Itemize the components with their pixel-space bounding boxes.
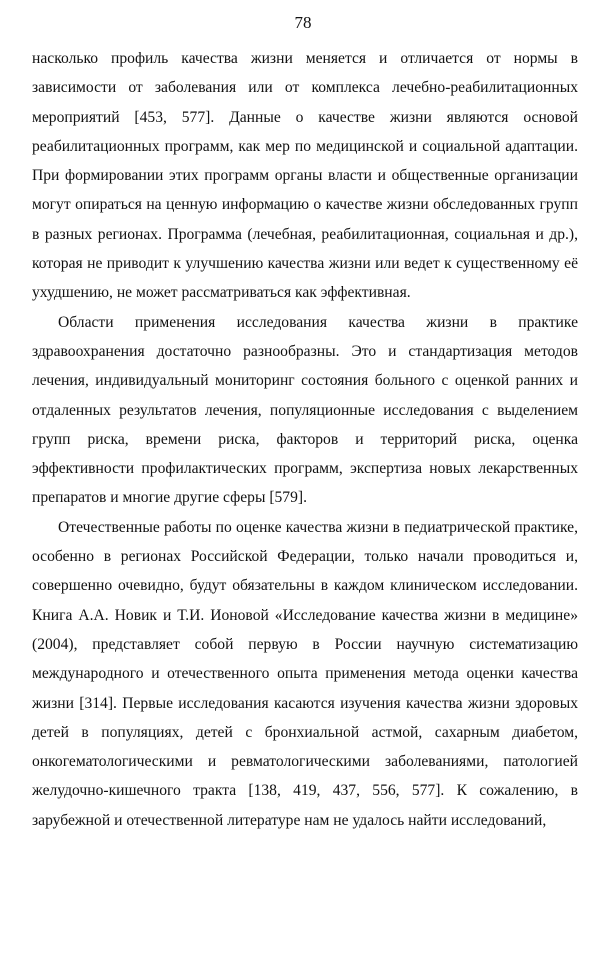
- paragraph-application-areas: Области применения исследования качества жизни в практике здравоохранения достаточно разнообразны. Это и стандартизация методов лечения, индивидуальный мониторинг состояния больного с оценкой ранних и отдаленных результатов лечения, популяционные исследования с выделением групп риска, времени риска, факторов и территорий риска, оценка эффективности профилактических программ, экспертиза новых лекарственных препаратов и многие другие сферы [579].: [32, 313, 578, 507]
- body-text: [32, 44, 578, 835]
- paragraph-domestic-research: Отечественные работы по оценке качества жизни в педиатрической практике, особенно в регионах Российской Федерации, только начали проводиться и, совершенно очевидно, будут обязательны в каждом клиническом исследовании. Книга А.А. Новик и Т.И. Ионовой «Исследование качества жизни в медицине» (2004), представляет собой первую в России научную систематизацию международного и отечественного опыта применения метода оценки качества жизни [314]. Первые исследования касаются изучения качества жизни здоровых детей в популяциях, детей с бронхиальной астмой, сахарным диабетом, онкогематологическими и ревматологическими заболеваниями, патологией желудочно-кишечного тракта [138, 419, 437, 556, 577]. К сожалению, в зарубежной и отечественной литературе нам не удалось найти исследований,: [32, 518, 578, 829]
- paragraph-quality-of-life-profile: насколько профиль качества жизни меняется и отличается от нормы в зависимости от заболевания или от комплекса лечебно-реабилитационных мероприятий [453, 577]. Данные о качестве жизни являются основой реабилитационных программ, как мер по медицинской и социальной адаптации. При формировании этих программ органы власти и общественные организации могут опираться на ценную информацию о качестве жизни обследованных групп в разных регионах. Программа (лечебная, реабилитационная, социальная и др.), которая не приводит к улучшению качества жизни или ведет к существенному её ухудшению, не может рассматриваться как эффективная.: [32, 50, 578, 302]
- page-number: 78: [294, 13, 312, 32]
